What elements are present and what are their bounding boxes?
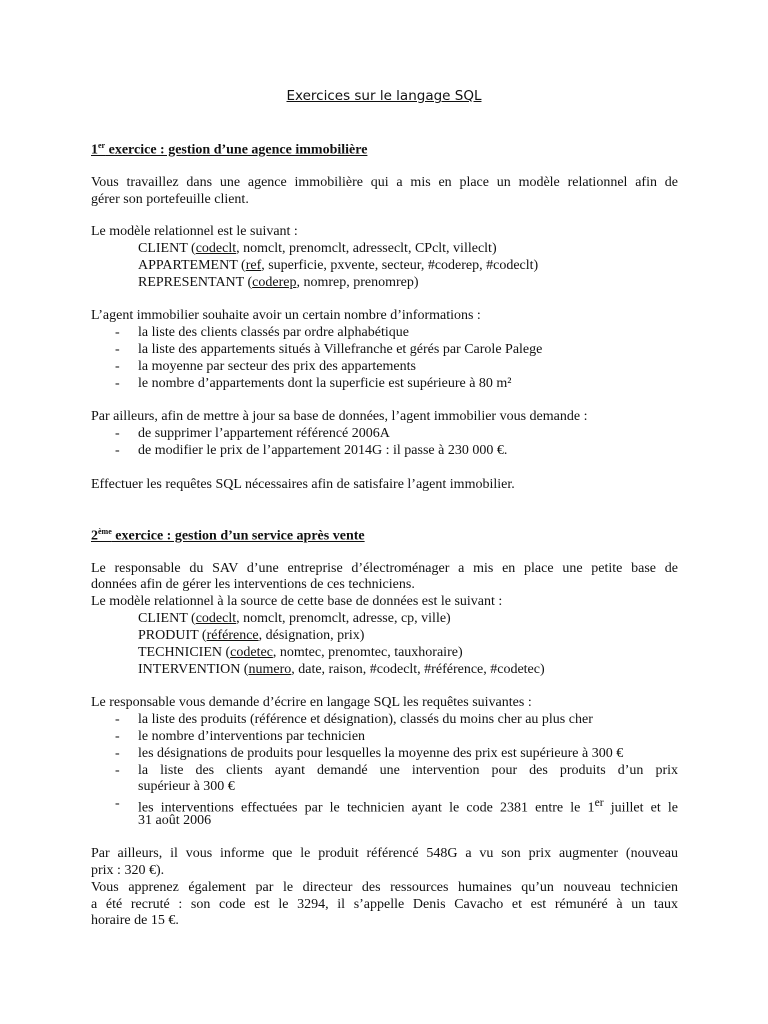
list-item: la liste des produits (référence et désignation), classés du moins cher au plus cher — [138, 712, 593, 727]
ex2-hr-line-3: horaire de 15 €. — [91, 913, 179, 928]
ex1-conclusion: Effectuer les requêtes SQL nécessaires afin de satisfaire l’agent immobilier. — [91, 477, 515, 492]
bullet-marker: - — [115, 443, 120, 458]
list-item: les désignations de produits pour lesquelles la moyenne des prix est supérieure à 300 € — [138, 746, 624, 761]
bullet-marker: - — [115, 376, 120, 391]
bullet-marker: - — [115, 342, 120, 357]
ex2-relation-intervention: INTERVENTION (numero, date, raison, #codeclt, #référence, #codetec) — [138, 662, 545, 677]
list-item: la liste des appartements situés à Villefranche et gérés par Carole Palege — [138, 342, 543, 357]
list-item: de modifier le prix de l’appartement 2014G : il passe à 230 000 €. — [138, 443, 508, 458]
ex1-wants-intro: L’agent immobilier souhaite avoir un certain nombre d’informations : — [91, 308, 481, 323]
ex2-hr-line-1: Vous apprenez également par le directeur des ressources humaines qu’un nouveau technicien — [91, 880, 678, 895]
ex2-relation-technicien: TECHNICIEN (codetec, nomtec, prenomtec, tauxhoraire) — [138, 645, 463, 660]
list-item: de supprimer l’appartement référencé 2006A — [138, 426, 390, 441]
ex2-model-intro: Le modèle relationnel à la source de cette base de données est le suivant : — [91, 594, 503, 609]
ex2-intro-line-2: données afin de gérer les interventions de ces techniciens. — [91, 577, 415, 592]
ex1-intro-line-2: gérer son portefeuille client. — [91, 192, 249, 207]
list-item: la moyenne par secteur des prix des appartements — [138, 359, 416, 374]
bullet-marker: - — [115, 796, 120, 811]
bullet-marker: - — [115, 729, 120, 744]
ex1-relation-appartement: APPARTEMENT (ref, superficie, pxvente, secteur, #coderep, #codeclt) — [138, 258, 539, 273]
list-item: les interventions effectuées par le technicien ayant le code 2381 entre le 1er juillet et le — [138, 796, 678, 816]
ex2-info-line-2: prix : 320 €). — [91, 863, 165, 878]
ex1-relation-client: CLIENT (codeclt, nomclt, prenomclt, adresseclt, CPclt, villeclt) — [138, 241, 497, 256]
bullet-marker: - — [115, 325, 120, 340]
ex1-intro-line-1: Vous travaillez dans une agence immobilière qui a mis en place un modèle relationnel afin de — [91, 175, 678, 190]
list-item: le nombre d’appartements dont la superficie est supérieure à 80 m² — [138, 376, 512, 391]
ex2-intro-line-1: Le responsable du SAV d’une entreprise d’électroménager a mis en place une petite base de — [91, 561, 678, 576]
ex2-hr-line-2: a été recruté : son code est le 3294, il s’appelle Denis Cavacho et est rémunéré à un taux — [91, 897, 678, 912]
exercise-1-heading: 1er exercice : gestion d’une agence immobilière — [91, 141, 368, 158]
ex2-relation-client: CLIENT (codeclt, nomclt, prenomclt, adresse, cp, ville) — [138, 611, 451, 626]
bullet-marker: - — [115, 712, 120, 727]
ex1-model-intro: Le modèle relationnel est le suivant : — [91, 224, 298, 239]
bullet-marker: - — [115, 426, 120, 441]
ex2-relation-produit: PRODUIT (référence, désignation, prix) — [138, 628, 365, 643]
list-item: le nombre d’interventions par technicien — [138, 729, 366, 744]
ex2-asks-intro: Le responsable vous demande d’écrire en langage SQL les requêtes suivantes : — [91, 695, 532, 710]
ex1-update-intro: Par ailleurs, afin de mettre à jour sa base de données, l’agent immobilier vous demande : — [91, 409, 588, 424]
exercise-2-heading: 2ème exercice : gestion d’un service après vente — [91, 527, 365, 544]
bullet-marker: - — [115, 746, 120, 761]
list-item-continuation: 31 août 2006 — [138, 813, 212, 828]
ex2-info-line-1: Par ailleurs, il vous informe que le produit référencé 548G a vu son prix augmenter (nouveau — [91, 846, 678, 861]
list-item: la liste des clients classés par ordre alphabétique — [138, 325, 409, 340]
bullet-marker: - — [115, 763, 120, 778]
list-item-continuation: supérieur à 300 € — [138, 779, 235, 794]
page-title: Exercices sur le langage SQL — [286, 88, 482, 104]
ex1-relation-representant: REPRESENTANT (coderep, nomrep, prenomrep) — [138, 275, 419, 290]
bullet-marker: - — [115, 359, 120, 374]
list-item: la liste des clients ayant demandé une intervention pour des produits d’un prix — [138, 763, 678, 778]
